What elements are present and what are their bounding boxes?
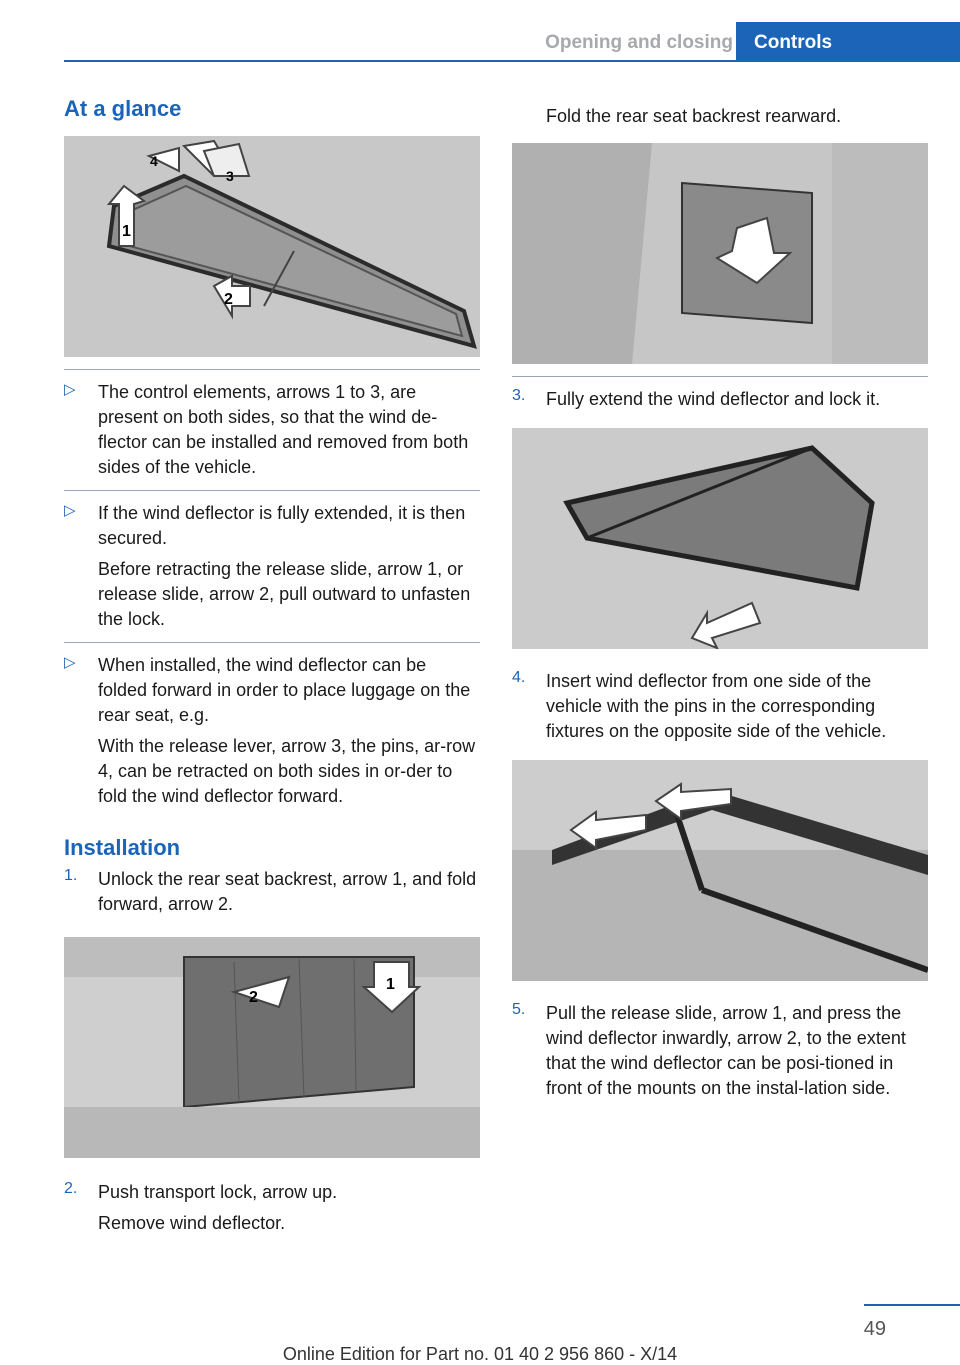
step-item	[64, 867, 480, 917]
left-column	[64, 96, 480, 1236]
figure-backrest-rearward	[512, 143, 928, 364]
triangle-bullet-icon: ▷	[64, 654, 76, 671]
step-text: Insert wind deflector from one side of the vehicle with the pins in the corresponding fixtures on the opposite side of the vehicle.	[546, 671, 887, 741]
divider	[64, 369, 480, 370]
list-item-subtext: Before retracting the release slide, arrow 1, or release slide, arrow 2, pull outward to unfasten the lock.	[98, 559, 471, 629]
figure-wind-deflector-overview	[64, 136, 480, 357]
header-section-title: Opening and closing	[545, 32, 733, 53]
fig1-label-1: 1	[122, 223, 131, 240]
step-item	[512, 387, 928, 412]
divider	[64, 642, 480, 643]
divider	[64, 490, 480, 491]
list-item-text: The control elements, arrows 1 to 3, are present on both sides, so that the wind de-flector can be installed and removed from both sides of the vehicle.	[98, 382, 469, 477]
fig1-label-3: 3	[226, 168, 234, 184]
fig2-label-2: 2	[249, 989, 258, 1006]
figure-rear-seat-backrest	[64, 937, 480, 1158]
divider	[512, 376, 928, 377]
fig1-label-2: 2	[224, 291, 233, 308]
figure-extended-deflector	[512, 428, 928, 649]
step-subtext: Remove wind deflector.	[98, 1213, 286, 1233]
step-number: 2.	[64, 1180, 78, 1197]
page-header	[0, 0, 960, 62]
step-number: 5.	[512, 1001, 526, 1018]
list-item	[64, 380, 480, 480]
list-item-text: If the wind deflector is fully extended, it is then secured.	[98, 503, 466, 548]
triangle-bullet-icon: ▷	[64, 502, 76, 519]
fig2-label-1: 1	[386, 976, 395, 993]
list-item	[64, 653, 480, 809]
header-rule	[64, 60, 960, 62]
list-item-subtext: With the release lever, arrow 3, the pins, ar-row 4, can be retracted on both sides in or-der to fold the wind deflector forward.	[98, 736, 476, 806]
step-text: Pull the release slide, arrow 1, and press the wind deflector inwardly, arrow 2, to the extent that the wind deflector can be posi-tioned in front of the mounts on the instal-lation side.	[546, 1003, 906, 1098]
step-number: 1.	[64, 867, 78, 884]
step-text: Fully extend the wind deflector and lock it.	[546, 389, 881, 409]
intro-text: Fold the rear seat backrest rearward.	[546, 106, 842, 126]
list-item	[64, 501, 480, 632]
fig1-label-4: 4	[150, 153, 158, 169]
step-text: Unlock the rear seat backrest, arrow 1, and fold forward, arrow 2.	[98, 869, 477, 914]
footer-rule	[864, 1304, 960, 1306]
step-text: Push transport lock, arrow up.	[98, 1182, 338, 1202]
footer-edition: Online Edition for Part no. 01 40 2 956 860 - X/14	[282, 1344, 678, 1364]
step-number: 3.	[512, 387, 526, 404]
figure-insert-deflector	[512, 760, 928, 981]
section-heading-installation: Installation	[64, 835, 181, 860]
section-heading-at-a-glance: At a glance	[64, 96, 182, 121]
page-number: 49	[863, 1318, 886, 1340]
step-item	[64, 1180, 480, 1236]
right-column	[512, 96, 928, 1101]
list-item-text: When installed, the wind deflector can be folded forward in order to place luggage on the rear seat, e.g.	[98, 655, 471, 725]
step-number: 4.	[512, 669, 526, 686]
step-item	[512, 669, 928, 744]
triangle-bullet-icon: ▷	[64, 381, 76, 398]
header-chapter-tab: Controls	[736, 22, 960, 62]
step-item	[512, 1001, 928, 1101]
